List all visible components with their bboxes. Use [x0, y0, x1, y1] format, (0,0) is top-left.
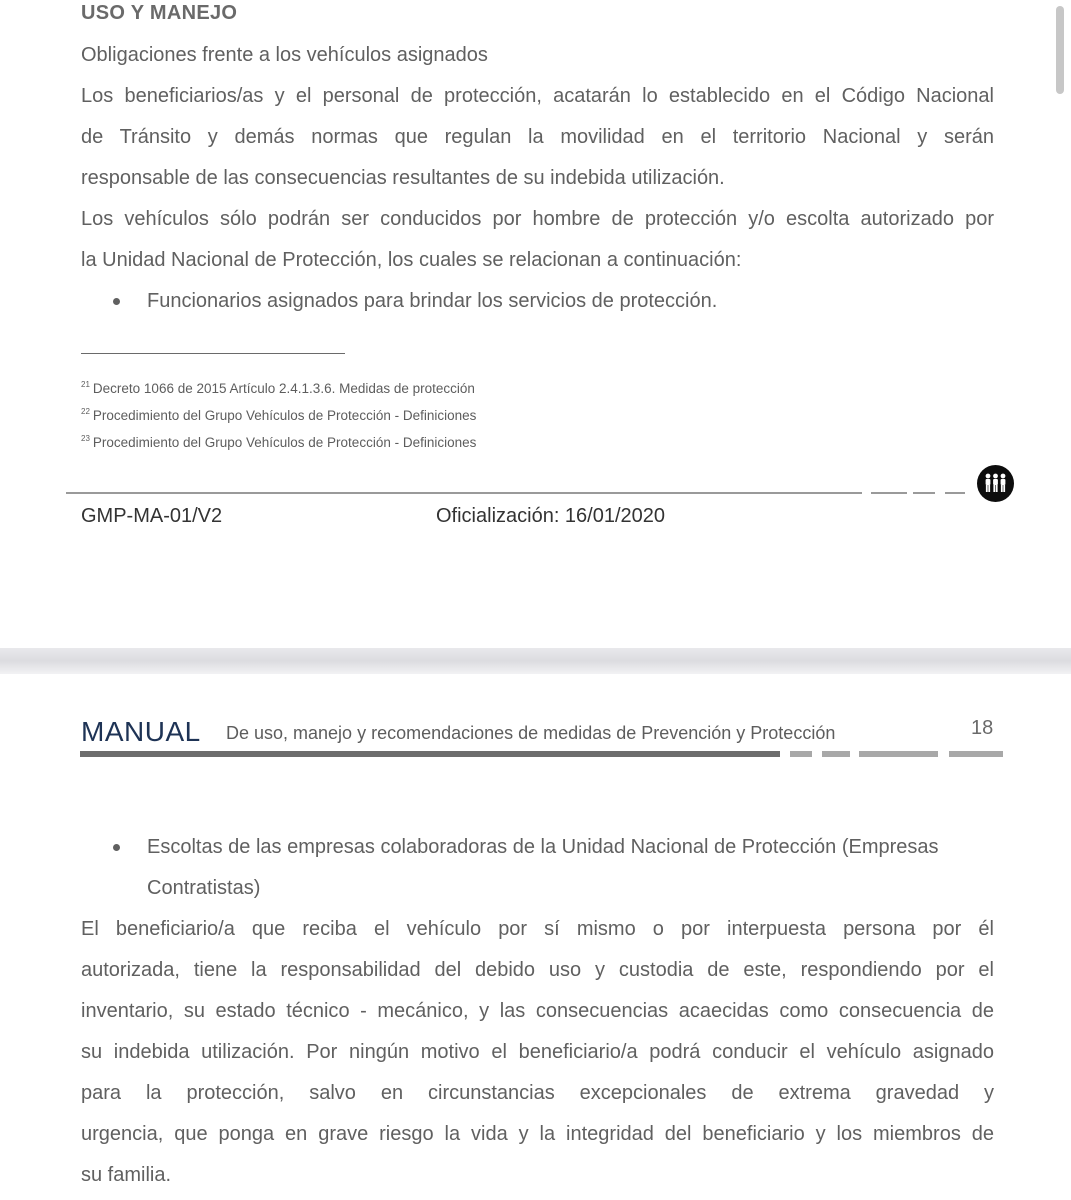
paragraph-line: inventario, su estado técnico - mecánico, y las consecuencias acaecidas como consecuencia de — [81, 1000, 994, 1022]
footnote: $^{21}$ Decreto 1066 de 2015 Artículo 2.4.1.3.6. Medidas de protección — [81, 380, 475, 396]
page-number: 18 — [971, 717, 994, 739]
subheading: Obligaciones frente a los vehículos asignados — [81, 44, 488, 66]
scrollbar-track[interactable] — [1052, 0, 1071, 648]
paragraph-line: urgencia, que ponga en grave riesgo la vida y la integridad del beneficiario y los miembros de — [81, 1123, 994, 1145]
bullet-item: Funcionarios asignados para brindar los servicios de protección. — [147, 290, 718, 312]
bullet-item-continuation: Contratistas) — [147, 877, 261, 899]
paragraph-line: Los beneficiarios/as y el personal de protección, acatarán lo establecido en el Código Nacional — [81, 85, 994, 107]
paragraph-line: su indebida utilización. Por ningún motivo el beneficiario/a podrá conducir el vehículo asignado — [81, 1041, 994, 1063]
document-code: GMP-MA-01/V2 — [81, 505, 223, 527]
scrollbar-thumb[interactable] — [1056, 6, 1064, 94]
page-gap — [0, 648, 1071, 674]
bullet-point — [113, 298, 120, 305]
header-rule — [80, 751, 780, 757]
bullet-point — [113, 844, 120, 851]
paragraph-line: responsable de las consecuencias resultantes de su indebida utilización. — [81, 167, 725, 189]
paragraph-line: El beneficiario/a que reciba el vehículo por sí mismo o por interpuesta persona por él — [81, 918, 994, 940]
header-rule-segment — [949, 751, 1003, 757]
header-rule-segment — [790, 751, 812, 757]
footnote-separator — [81, 353, 345, 354]
paragraph-line: su familia. — [81, 1164, 172, 1186]
footer-rule-segment — [945, 492, 965, 494]
paragraph-line: autorizada, tiene la responsabilidad del debido uso y custodia de este, respondiendo por el — [81, 959, 994, 981]
paragraph-line: de Tránsito y demás normas que regulan la movilidad en el territorio Nacional y serán — [81, 126, 994, 148]
header-subtitle: De uso, manejo y recomendaciones de medidas de Prevención y Protección — [226, 723, 836, 743]
footnote: $^{23}$ Procedimiento del Grupo Vehículos de Protección - Definiciones — [81, 434, 477, 450]
officialization-date: Oficialización: 16/01/2020 — [436, 505, 666, 527]
bullet-item: Escoltas de las empresas colaboradoras de la Unidad Nacional de Protección (Empresas — [147, 836, 939, 858]
header-title: MANUAL — [81, 716, 201, 747]
header-rule-segment — [859, 751, 938, 757]
paragraph-line: la Unidad Nacional de Protección, los cuales se relacionan a continuación: — [81, 249, 742, 271]
footnote: $^{22}$ Procedimiento del Grupo Vehículos de Protección - Definiciones — [81, 407, 477, 423]
paragraph-line: para la protección, salvo en circunstancias excepcionales de extrema gravedad y — [81, 1082, 994, 1104]
section-heading: USO Y MANEJO — [81, 2, 238, 24]
footer-rule-segment — [913, 492, 935, 494]
footer-rule-segment — [871, 492, 907, 494]
header-rule-segment — [822, 751, 850, 757]
paragraph-line: Los vehículos sólo podrán ser conducidos por hombre de protección y/o escolta autorizado por — [81, 208, 994, 230]
unp-logo-icon — [977, 465, 1014, 502]
footer-rule — [66, 492, 862, 494]
